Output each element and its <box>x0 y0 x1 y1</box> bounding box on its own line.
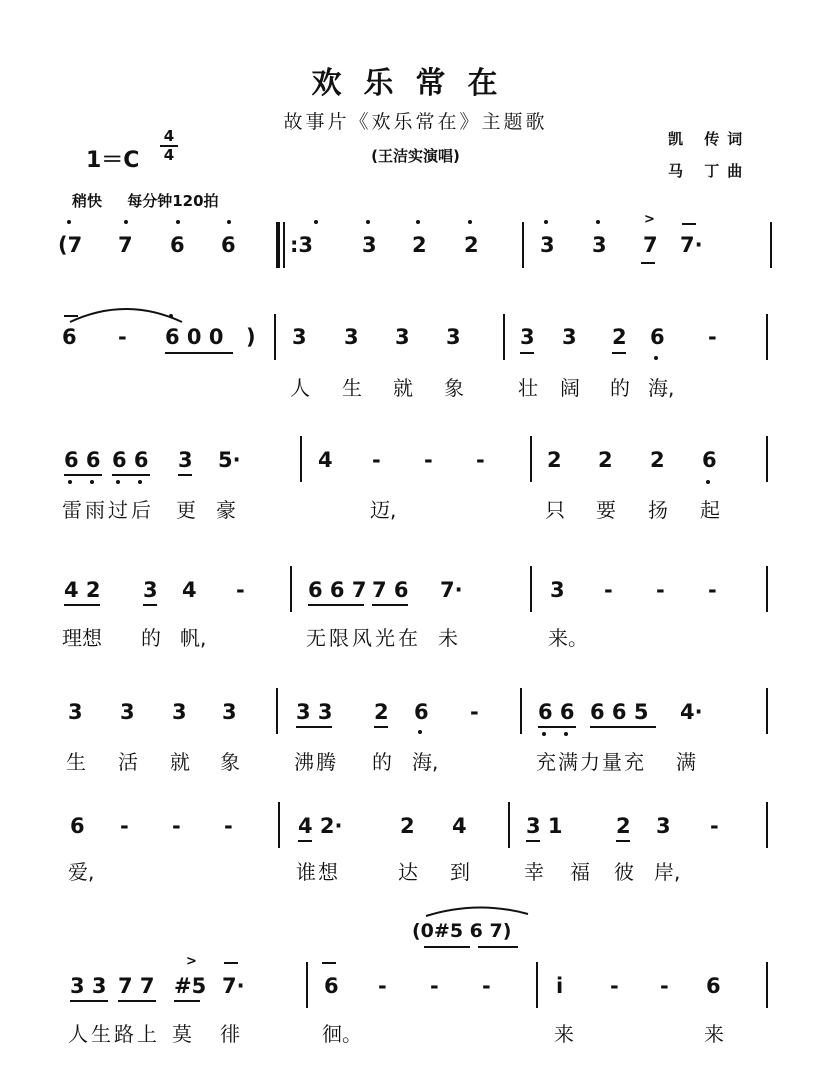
bar-line <box>508 802 510 848</box>
note: 3 <box>292 325 307 349</box>
note: 4 <box>452 814 467 838</box>
note: 3 <box>143 578 158 602</box>
note: 3 <box>395 325 410 349</box>
lyric: 起 <box>700 498 720 522</box>
lyric: 迈, <box>370 498 397 522</box>
note: - <box>708 578 717 602</box>
note: (7 <box>58 233 83 257</box>
bar-line <box>274 314 276 360</box>
note: 6 <box>221 233 236 257</box>
time-signature <box>160 128 178 164</box>
note: 6 <box>414 700 429 724</box>
lyric: 豪 <box>216 498 236 522</box>
note: 3 <box>222 700 237 724</box>
bar-line <box>306 962 308 1008</box>
time-signature-top: 4 <box>163 127 175 145</box>
note: 3 <box>172 700 187 724</box>
lyric: 更 <box>176 498 196 522</box>
lyric: 幸 <box>524 860 544 884</box>
lyric: 海, <box>412 750 439 774</box>
note: 2 <box>412 233 427 257</box>
note: - <box>656 578 665 602</box>
note: 3 3 <box>296 700 333 724</box>
lyric: 壮 <box>518 376 538 400</box>
note: 3 <box>550 578 565 602</box>
lyric: 福 <box>570 860 590 884</box>
note: 6 6 <box>112 448 149 472</box>
note: 2 <box>616 814 631 838</box>
note: - <box>236 578 245 602</box>
note: i <box>556 974 564 998</box>
repeat-bar-line <box>276 222 280 268</box>
bar-line <box>766 436 768 482</box>
note: ) <box>246 325 256 349</box>
note: 2 <box>612 325 627 349</box>
lyric: 来。 <box>548 626 588 650</box>
note: 3 <box>520 325 535 349</box>
lyric: 理想 <box>62 626 102 650</box>
accent-mark: > <box>186 954 197 969</box>
note: - <box>482 974 491 998</box>
note: 7· <box>680 233 703 257</box>
lyric: 到 <box>450 860 470 884</box>
note: 3 <box>656 814 671 838</box>
bar-line <box>530 436 532 482</box>
bar-line <box>766 314 768 360</box>
note: 4· <box>680 700 703 724</box>
lyric: 要 <box>596 498 616 522</box>
bar-line <box>766 688 768 734</box>
note: - <box>660 974 669 998</box>
note: 6 <box>62 325 77 349</box>
lyric: 徊。 <box>322 1022 362 1046</box>
lyric: 来 <box>704 1022 724 1046</box>
lyric: 就 <box>170 750 190 774</box>
note: 6 6 <box>64 448 101 472</box>
note: 3 <box>540 233 555 257</box>
note: 4 2· <box>298 814 343 838</box>
note: 3 1 <box>526 814 563 838</box>
note: 6 <box>650 325 665 349</box>
note: 4 2 <box>64 578 101 602</box>
note: 6 6 5 <box>590 700 649 724</box>
bar-line <box>536 962 538 1008</box>
note: 6 <box>706 974 721 998</box>
song-title: 欢乐常在 <box>311 66 520 101</box>
note: - <box>610 974 619 998</box>
bar-line <box>766 802 768 848</box>
note: 7 6 <box>372 578 409 602</box>
note: 4 <box>182 578 197 602</box>
note: - <box>604 578 613 602</box>
lyric: 彼 <box>614 860 634 884</box>
note: 7 <box>118 233 133 257</box>
note: - <box>476 448 485 472</box>
time-signature-bottom: 4 <box>163 146 175 164</box>
bar-line <box>522 222 524 268</box>
note: 6 <box>170 233 185 257</box>
lyric: 的 <box>141 626 161 650</box>
note: - <box>224 814 233 838</box>
key-signature: 1＝C <box>86 148 140 173</box>
note: 3 <box>362 233 377 257</box>
note: 3 <box>446 325 461 349</box>
lyric: 谁想 <box>296 860 340 884</box>
note: - <box>120 814 129 838</box>
bar-line <box>520 688 522 734</box>
bar-line <box>300 436 302 482</box>
note: 2 <box>650 448 665 472</box>
note: :3 <box>290 233 314 257</box>
bar-line <box>276 688 278 734</box>
lyric: 海, <box>648 376 675 400</box>
bar-line <box>283 222 285 268</box>
note: 3 <box>344 325 359 349</box>
lyric: 的 <box>372 750 392 774</box>
note: 4 <box>318 448 333 472</box>
note: - <box>430 974 439 998</box>
note: 6 <box>702 448 717 472</box>
note: 3 <box>178 448 193 472</box>
note: 6 0 0 <box>165 325 224 349</box>
note: 7 7 <box>118 974 155 998</box>
bar-line <box>530 566 532 612</box>
lyric: 来 <box>554 1022 574 1046</box>
bar-line <box>278 802 280 848</box>
note: #5 <box>174 974 207 998</box>
performer-note: (王洁实演唱) <box>371 147 460 165</box>
lyric: 生 <box>66 750 86 774</box>
song-subtitle: 故事片《欢乐常在》主题歌 <box>283 111 548 133</box>
lyricist-credit: 凯 传词 <box>668 130 751 148</box>
tempo-bpm: 每分钟120拍 <box>127 192 219 210</box>
lyric: 满 <box>676 750 696 774</box>
accent-mark: > <box>644 212 655 227</box>
note: 6 <box>324 974 339 998</box>
lyric: 无限风光在 <box>306 626 421 650</box>
lyric: 的 <box>610 376 630 400</box>
lyric: 人 <box>290 376 310 400</box>
note: 3 <box>120 700 135 724</box>
lyric: 人生路上 <box>68 1022 160 1046</box>
note: - <box>424 448 433 472</box>
ornament-tie <box>424 904 530 918</box>
lyric: 充满力量充 <box>536 750 646 774</box>
note: - <box>708 325 717 349</box>
bar-line <box>503 314 505 360</box>
lyric: 爱, <box>68 860 95 884</box>
note: 6 6 7 <box>308 578 367 602</box>
note: 5· <box>218 448 241 472</box>
lyric: 扬 <box>648 498 668 522</box>
note: 3 <box>592 233 607 257</box>
tempo-marking <box>72 190 219 211</box>
ornament-notes: (0#5 6 7) <box>412 920 512 942</box>
bar-line <box>766 962 768 1008</box>
note: 6 6 <box>538 700 575 724</box>
bar-line <box>766 566 768 612</box>
lyric: 只 <box>545 498 565 522</box>
note: 7· <box>222 974 245 998</box>
lyric: 帆, <box>180 626 207 650</box>
note: - <box>372 448 381 472</box>
note: 2 <box>464 233 479 257</box>
lyric: 象 <box>444 376 464 400</box>
lyric: 阔 <box>560 376 580 400</box>
note: 7 <box>643 233 658 257</box>
note: - <box>710 814 719 838</box>
tie-arc <box>68 302 184 324</box>
note: - <box>378 974 387 998</box>
lyric: 就 <box>393 376 413 400</box>
lyric: 生 <box>342 376 362 400</box>
lyric: 达 <box>398 860 418 884</box>
note: - <box>172 814 181 838</box>
note: 2 <box>598 448 613 472</box>
lyric: 岸, <box>654 860 681 884</box>
lyric: 徘 <box>220 1022 240 1046</box>
tempo-word: 稍快 <box>72 192 103 210</box>
note: 2 <box>374 700 389 724</box>
lyric: 沸腾 <box>294 750 338 774</box>
note: 3 <box>562 325 577 349</box>
composer-credit: 马 丁曲 <box>668 162 751 180</box>
note: 2 <box>547 448 562 472</box>
lyric: 象 <box>220 750 240 774</box>
note: - <box>470 700 479 724</box>
bar-line <box>770 222 772 268</box>
lyric: 未 <box>438 626 458 650</box>
bar-line <box>290 566 292 612</box>
lyric: 活 <box>118 750 138 774</box>
note: - <box>118 325 127 349</box>
note: 3 3 <box>70 974 107 998</box>
lyric: 莫 <box>172 1022 192 1046</box>
note: 7· <box>440 578 463 602</box>
note: 3 <box>68 700 83 724</box>
note: 2 <box>400 814 415 838</box>
lyric: 雷雨过后 <box>62 498 154 522</box>
note: 6 <box>70 814 85 838</box>
